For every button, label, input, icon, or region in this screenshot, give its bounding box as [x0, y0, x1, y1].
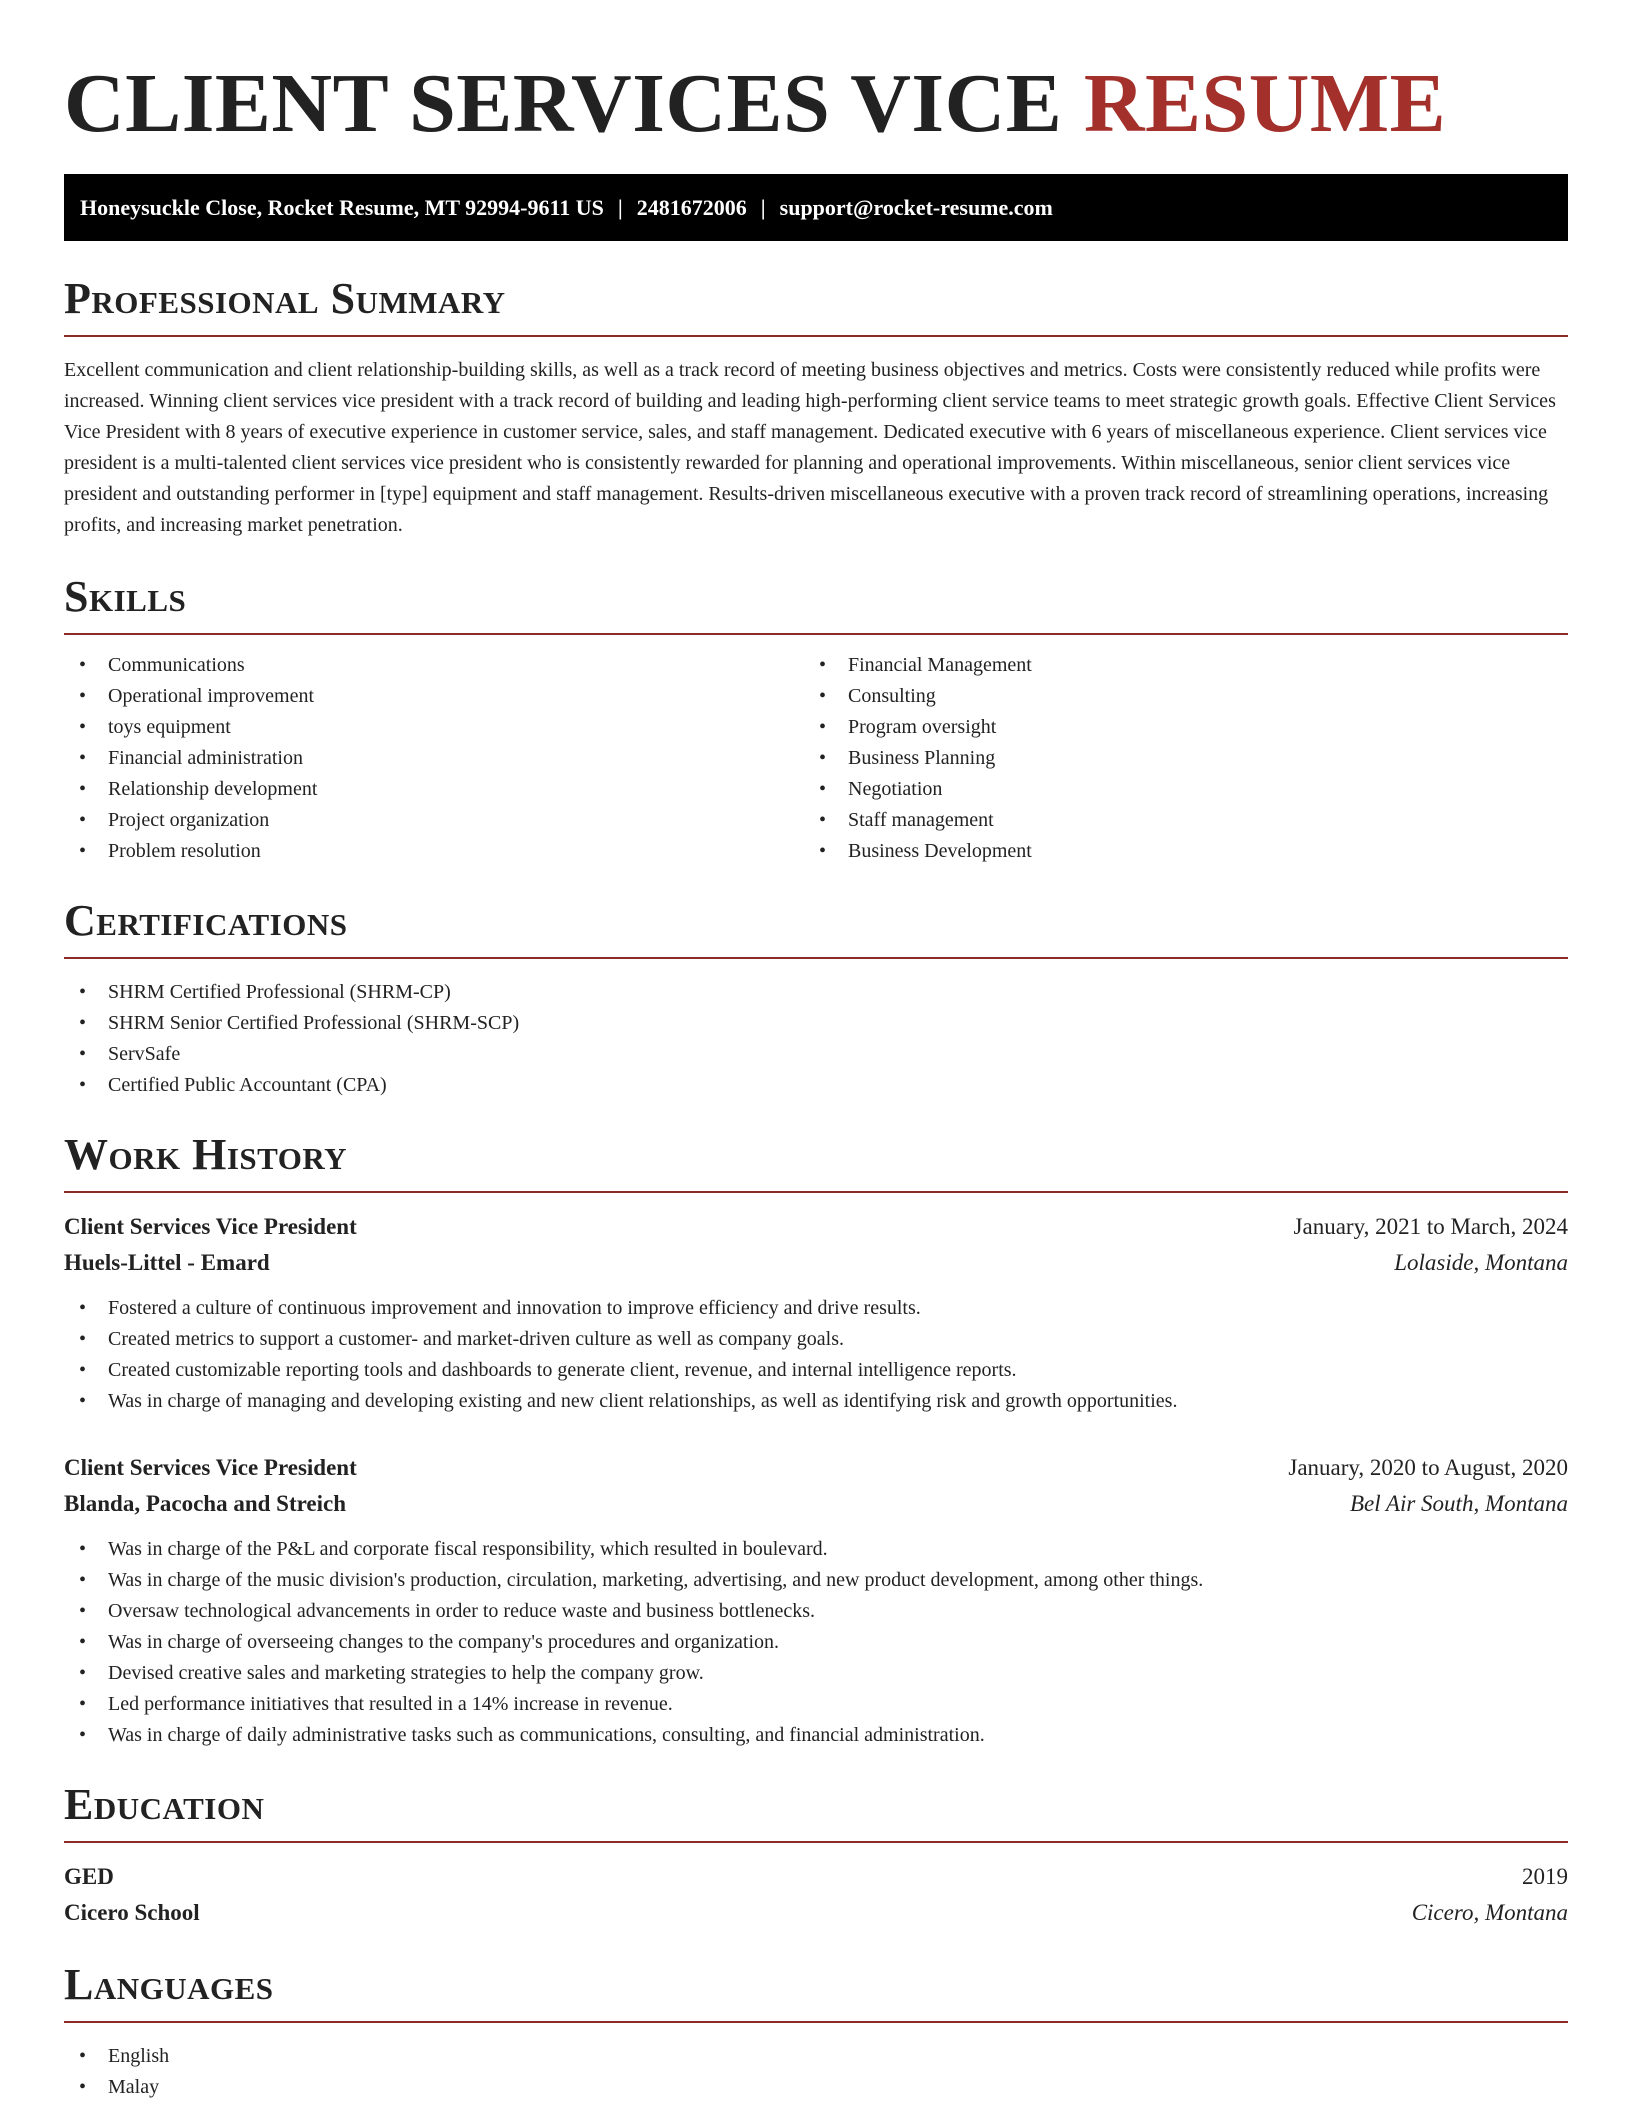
job-company: Blanda, Pacocha and Streich — [64, 1491, 346, 1516]
certification-item: • ServSafe — [64, 1039, 1568, 1070]
skill-item: • Program oversight — [804, 712, 1544, 743]
language-item: • Malay — [64, 2072, 1568, 2103]
skills-section — [64, 571, 1568, 867]
job-bullet: • Was in charge of overseeing changes to the company's procedures and organization. — [64, 1627, 1568, 1658]
certifications-section — [64, 895, 1568, 1101]
skill-item: • Business Development — [804, 836, 1544, 867]
job-bullet: • Was in charge of the music division's production, circulation, marketing, advertising, and new product development, among other things. — [64, 1565, 1568, 1596]
languages-section — [64, 1959, 1568, 2103]
section-divider — [64, 633, 1568, 635]
title-accent: RESUME — [1083, 57, 1447, 150]
section-heading: Certifications — [64, 896, 348, 945]
certifications-list — [64, 977, 1568, 1101]
section-divider — [64, 1841, 1568, 1843]
education-header-row — [64, 1859, 1568, 1895]
job-location: Bel Air South, Montana — [1349, 1491, 1568, 1516]
certification-item: • SHRM Certified Professional (SHRM-CP) — [64, 977, 1568, 1008]
contact-address: Honeysuckle Close, Rocket Resume, MT 92994-9611 US — [80, 194, 604, 220]
section-heading: Work History — [64, 1130, 348, 1179]
skill-item: • Consulting — [804, 681, 1544, 712]
section-divider — [64, 957, 1568, 959]
summary-text: Excellent communication and client relationship-building skills, as well as a track record of meeting business objectives and metrics. Costs were consistently reduced while profits were increased. Winning client services vice president with a track record of building and leading high-performing client service teams to meet strategic growth goals. Effective Client Services Vice President with 8 years of executive experience in customer service, sales, and staff management. Dedicated executive with 6 years of miscellaneous experience. Client services vice president is a multi-talented client services vice president who is consistently rewarded for planning and operational improvements. Within miscellaneous, senior client services vice president and outstanding performer in [type] equipment and staff management. Results-driven miscellaneous executive with a proven track record of streamlining operations, increasing profits, and increasing market penetration. — [64, 359, 1556, 536]
skill-item: • Staff management — [804, 805, 1544, 836]
skill-item: • Project organization — [64, 805, 804, 836]
contact-separator: | — [760, 194, 766, 220]
job-bullet: • Created metrics to support a customer- and market-driven culture as well as company goals. — [64, 1324, 1568, 1355]
job-header-row — [64, 1450, 1568, 1486]
education-section — [64, 1779, 1568, 1931]
job-header-row — [64, 1209, 1568, 1245]
skill-item: • Communications — [64, 650, 804, 681]
job-bullet: • Created customizable reporting tools and dashboards to generate client, revenue, and internal intelligence reports. — [64, 1355, 1568, 1386]
certification-item: • SHRM Senior Certified Professional (SHRM-SCP) — [64, 1008, 1568, 1039]
job-title: Client Services Vice President — [64, 1214, 357, 1239]
job-bullet: • Was in charge of managing and developing existing and new client relationships, as well as identifying risk and growth opportunities. — [64, 1386, 1568, 1417]
section-divider — [64, 2021, 1568, 2023]
job-entry — [64, 1209, 1568, 1417]
skill-item: • Financial administration — [64, 743, 804, 774]
job-bullet: • Led performance initiatives that resulted in a 14% increase in revenue. — [64, 1689, 1568, 1720]
education-school-row — [64, 1895, 1568, 1931]
title-main: CLIENT SERVICES VICE — [64, 57, 1063, 150]
language-item: • English — [64, 2041, 1568, 2072]
education-entry — [64, 1859, 1568, 1931]
education-degree: GED — [64, 1864, 114, 1889]
summary-section — [64, 273, 1568, 541]
certification-item: • Certified Public Accountant (CPA) — [64, 1070, 1568, 1101]
contact-email[interactable]: support@rocket-resume.com — [779, 194, 1053, 220]
job-location: Lolaside, Montana — [1394, 1250, 1568, 1275]
education-year: 2019 — [1522, 1864, 1568, 1889]
contact-bar — [64, 174, 1568, 241]
job-entry — [64, 1450, 1568, 1751]
job-dates: January, 2021 to March, 2024 — [1293, 1214, 1568, 1239]
job-company: Huels-Littel - Emard — [64, 1250, 270, 1275]
job-bullet: • Was in charge of daily administrative tasks such as communications, consulting, and financial administration. — [64, 1720, 1568, 1751]
contact-phone[interactable]: 2481672006 — [636, 194, 747, 220]
skill-item: • Operational improvement — [64, 681, 804, 712]
job-bullet: • Fostered a culture of continuous improvement and innovation to improve efficiency and drive results. — [64, 1293, 1568, 1324]
section-divider — [64, 1191, 1568, 1193]
section-heading: Skills — [64, 572, 187, 621]
skills-list-right — [804, 650, 1544, 867]
skill-item: • Negotiation — [804, 774, 1544, 805]
education-location: Cicero, Montana — [1411, 1900, 1568, 1925]
section-divider — [64, 335, 1568, 337]
skill-item: • toys equipment — [64, 712, 804, 743]
languages-list — [64, 2041, 1568, 2103]
work-history-section — [64, 1129, 1568, 1751]
job-company-row — [64, 1245, 1568, 1281]
job-bullets — [64, 1534, 1568, 1751]
skills-columns — [64, 650, 1568, 867]
job-bullet: • Oversaw technological advancements in order to reduce waste and business bottlenecks. — [64, 1596, 1568, 1627]
education-school: Cicero School — [64, 1900, 200, 1925]
section-heading: Languages — [64, 1960, 274, 2009]
section-heading: Education — [64, 1780, 265, 1829]
skill-item: • Financial Management — [804, 650, 1544, 681]
job-bullet: • Was in charge of the P&L and corporate fiscal responsibility, which resulted in boulevard. — [64, 1534, 1568, 1565]
resume-title — [64, 0, 1568, 152]
contact-separator: | — [617, 194, 623, 220]
job-dates: January, 2020 to August, 2020 — [1288, 1455, 1568, 1480]
skill-item: • Business Planning — [804, 743, 1544, 774]
job-company-row — [64, 1486, 1568, 1522]
skill-item: • Relationship development — [64, 774, 804, 805]
section-heading: Professional Summary — [64, 274, 506, 323]
job-bullets — [64, 1293, 1568, 1417]
skill-item: • Problem resolution — [64, 836, 804, 867]
resume-page — [64, 0, 1568, 2103]
skills-list-left — [64, 650, 804, 867]
job-title: Client Services Vice President — [64, 1455, 357, 1480]
job-bullet: • Devised creative sales and marketing strategies to help the company grow. — [64, 1658, 1568, 1689]
